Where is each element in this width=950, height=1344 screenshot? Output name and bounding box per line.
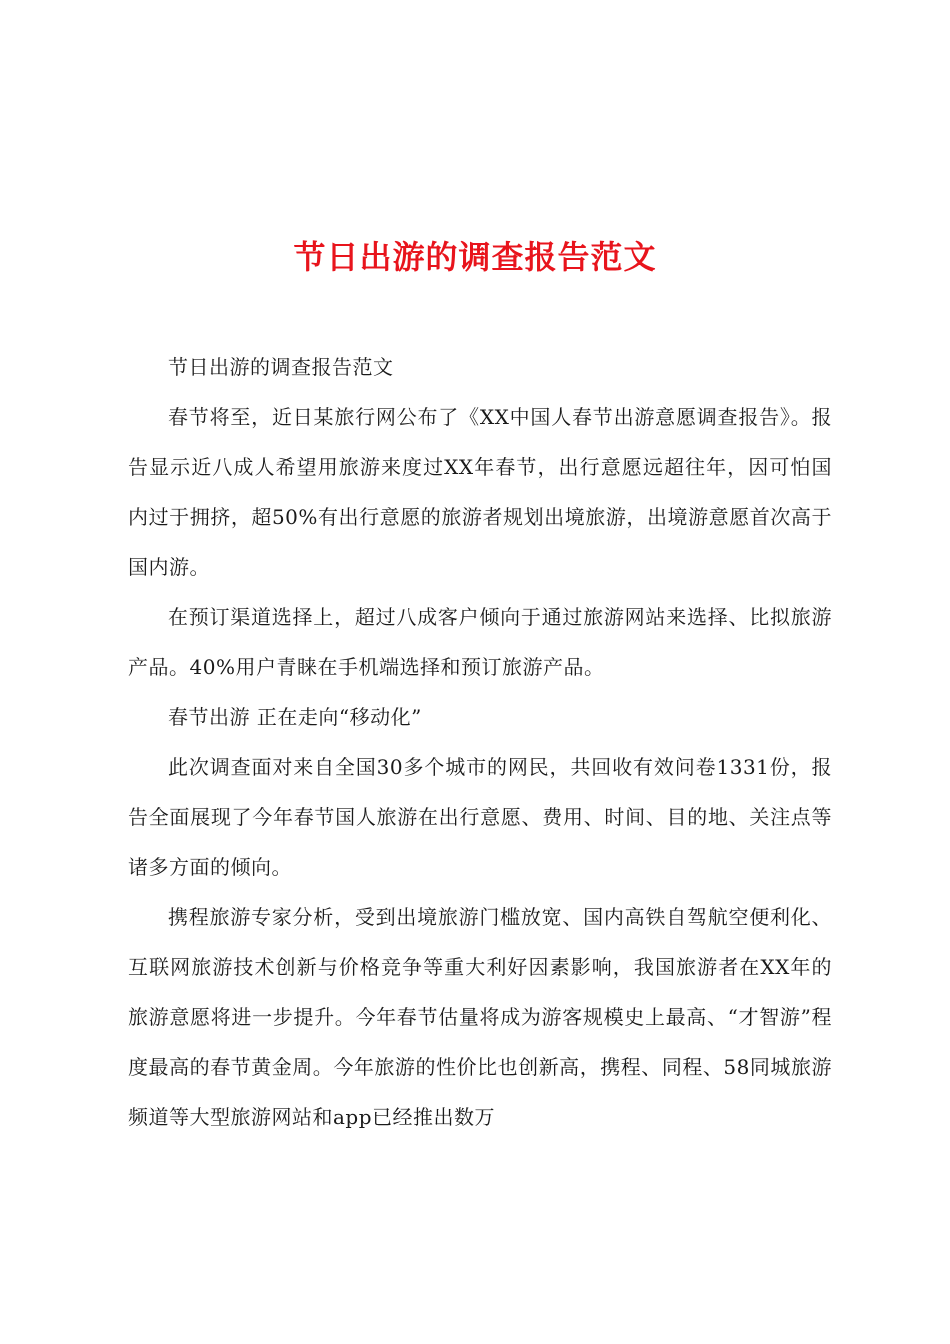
paragraph-expert-analysis: 携程旅游专家分析，受到出境旅游门槛放宽、国内高铁自驾航空便利化、互联网旅游技术创新与价格竞争等重大利好因素影响，我国旅游者在XX年的旅游意愿将进一步提升。今年春节估量将成为游客规模史上最高、“才智游”程度最高的春节黄金周。今年旅游的性价比也创新高，携程、同程、58同城旅游频道等大型旅游网站和app已经推出数万 [128, 905, 832, 1129]
document-title: 节日出游的调查报告范文 [293, 238, 657, 277]
paragraph-booking-channels: 在预订渠道选择上，超过八成客户倾向于通过旅游网站来选择、比拟旅游产品。40%用户青睐在手机端选择和预订旅游产品。 [128, 605, 832, 679]
paragraph-survey-scope: 此次调查面对来自全国30多个城市的网民，共回收有效问卷1331份，报告全面展现了今年春节国人旅游在出行意愿、费用、时间、目的地、关注点等诸多方面的倾向。 [128, 755, 832, 879]
document-body [128, 342, 832, 1142]
paragraph-intro: 春节将至，近日某旅行网公布了《XX中国人春节出游意愿调查报告》。报告显示近八成人希望用旅游来度过XX年春节，出行意愿远超往年，因可怕国内过于拥挤，超50%有出行意愿的旅游者规划出境旅游，出境游意愿首次高于国内游。 [128, 405, 832, 579]
paragraph-subtitle: 节日出游的调查报告范文 [168, 355, 394, 379]
paragraph-section-heading: 春节出游 正在走向“移动化” [168, 705, 422, 729]
